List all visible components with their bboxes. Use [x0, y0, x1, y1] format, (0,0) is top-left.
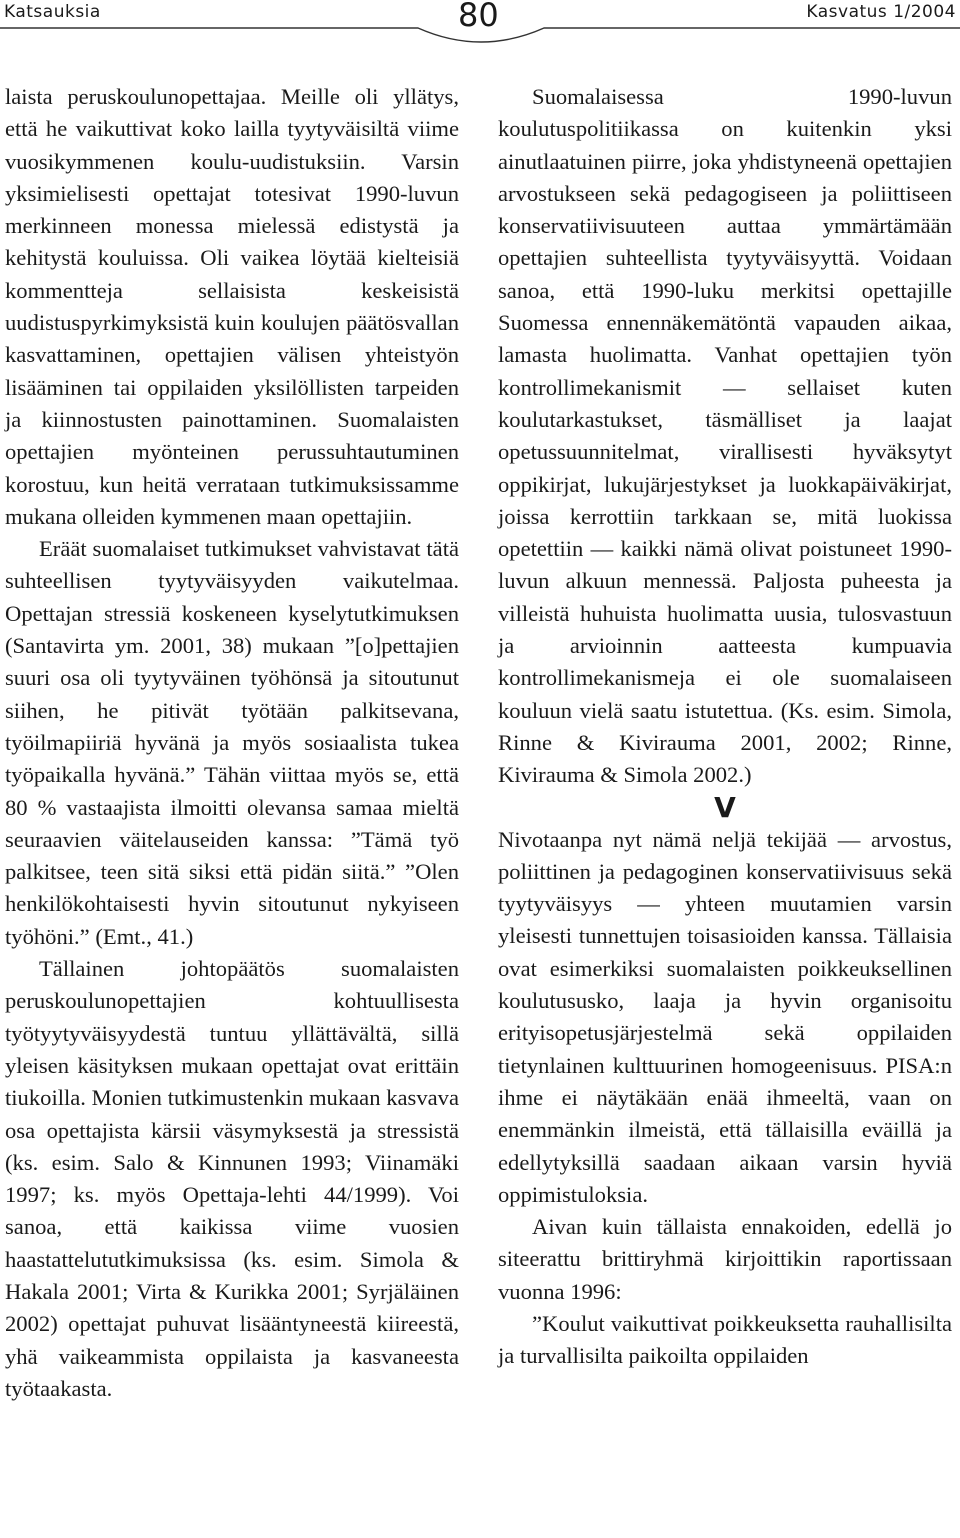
right-paragraph-1: Suomalaisessa 1990-luvun koulutuspolitiikassa on kuitenkin yksi ainutlaatuinen piirre, joka yhdistyneenä opettajien arvostukseen sekä pedagogiseen ja poliittiseen konservatiivisuuteen auttaa ymmärtämään opettajien suhteellista tyytyväisyyttä. Voidaan sanoa, että 1990-luku merkitsi opettajille Suomessa ennennäkemätöntä vapauden aikaa, lamasta huolimatta. Vanhat opettajien työn kontrollimekanismit — sellaiset kuten koulutarkastukset, täsmälliset ja laajat opetussuunnitelmat, virallisesti hyväksytyt oppikirjat, lukujärjestykset ja luokkapäiväkirjat, joissa kerrottiin tarkkaan se, mitä luokissa opetettiin — kaikki nämä olivat poistuneet 1990-luvun alkuun mennessä. Paljosta puheesta ja villeistä huhuista huolimatta uusia, tulosvastuun ja arvioinnin aatteesta kumpuavia kontrollimekanismeja ei ole suomalaiseen kouluun vielä saatu istutettua. (Ks. esim. Simola, Rinne & Kivirauma 2001, 2002; Rinne, Kivirauma & Simola 2002.) — [498, 84, 952, 788]
left-paragraph-2: Eräät suomalaiset tutkimukset vahvistavat tätä suhteellisen tyytyväisyyden vaikutelmaa. Opettajan stressiä koskeneen kyselytutkimuksen (Santavirta ym. 2001, 38) mukaan ”[o]pettajien suuri osa oli tyytyväinen työhönsä ja sitoutunut siihen, he pitivät työtään palkitsevana, työilmapiiriä hyvänä ja myös sosiaalista tukea työpaikalla hyvänä.” Tähän viittaa myös se, että 80 % vastaajista ilmoitti olevansa samaa mieltä seuraavien väitelauseiden kanssa: ”Tämä työ palkitsee, teen sitä siksi että pidän siitä.” ”Olen henkilökohtaisesti hyvin sitoutunut nykyiseen työhöni.” (Emt., 41.) — [5, 536, 459, 949]
right-paragraph-4: ”Koulut vaikuttivat poikkeuksetta rauhallisilta ja turvallisilta paikoilta oppilaiden — [498, 1310, 952, 1369]
section-heading: V — [714, 790, 736, 824]
page-number: 80 — [458, 0, 499, 34]
journal-label: Kasvatus 1/2004 — [806, 2, 956, 22]
page-header — [0, 0, 960, 46]
left-paragraph-3: Tällainen johtopäätös suomalaisten peruskoulunopettajien kohtuullisesta työtyytyväisyydestä tuntuu yllättävältä, sillä yleisen käsityksen mukaan opettajat ovat erittäin tiukoilla. Monien tutkimustenkin mukaan kasvava osa opettajista kärsii väsymyksestä ja stressistä (ks. esim. Salo & Kinnunen 1993; Viinamäki 1997; ks. myös Opettaja-lehti 44/1999). Voi sanoa, että kaikissa viime vuosien haastattelututkimuksissa (ks. esim. Simola & Hakala 2001; Virta & Kurikka 2001; Syrjäläinen 2002) opettajat puhuvat lisääntyneestä kiireestä, yhä vaikeammista oppilaista ja kasvaneesta työtaakasta. — [5, 956, 459, 1401]
left-column — [5, 81, 459, 1405]
left-paragraph-1: laista peruskoulunopettajaa. Meille oli yllätys, että he vaikuttivat koko lailla tyytyväisiltä viime vuosikymmenen koulu-uudistuksiin. Varsin yksimielisesti opettajat totesivat 1990-luvun merkinneen monessa mielessä edistystä ja kehitystä kouluissa. Oli vaikea löytää kielteisiä kommentteja sellaisista keskeisistä uudistuspyrkimyksistä kuin koulujen päätösvallan kasvattaminen, opettajien välisen yhteistyön lisääminen tai oppilaiden yksilöllisten tarpeiden ja kiinnostusten painottaminen. Suomalaisten opettajien myönteinen perussuhtautuminen korostuu, kun heitä verrataan tutkimuksissamme mukana olleiden kymmenen maan opettajiin. — [5, 84, 459, 529]
right-column — [498, 81, 952, 1373]
section-label: Katsauksia — [4, 2, 101, 22]
right-paragraph-2: Nivotaanpa nyt nämä neljä tekijää — arvostus, poliittinen ja pedagoginen konservatiivisuus sekä tyytyväisyys — yhteen muutamien varsin yleisesti tunnettujen toisasioiden kanssa. Tällaisia ovat esimerkiksi suomalaisten poikkeuksellinen koulutususko, laaja ja hyvin organisoitu erityisopetusjärjestelmä sekä oppilaiden tietynlainen kulttuurinen homogeenisuus. PISA:n ihme ei näytäkään enää ihmeeltä, vaan on enemmänkin ilmeistä, että tällaisilla eväillä ja edellytyksillä saadaan aikaan varsin hyviä oppimistuloksia. — [498, 826, 952, 1207]
right-paragraph-3: Aivan kuin tällaista ennakoiden, edellä jo siteerattu brittiryhmä kirjoittikin raportissaan vuonna 1996: — [498, 1214, 952, 1304]
